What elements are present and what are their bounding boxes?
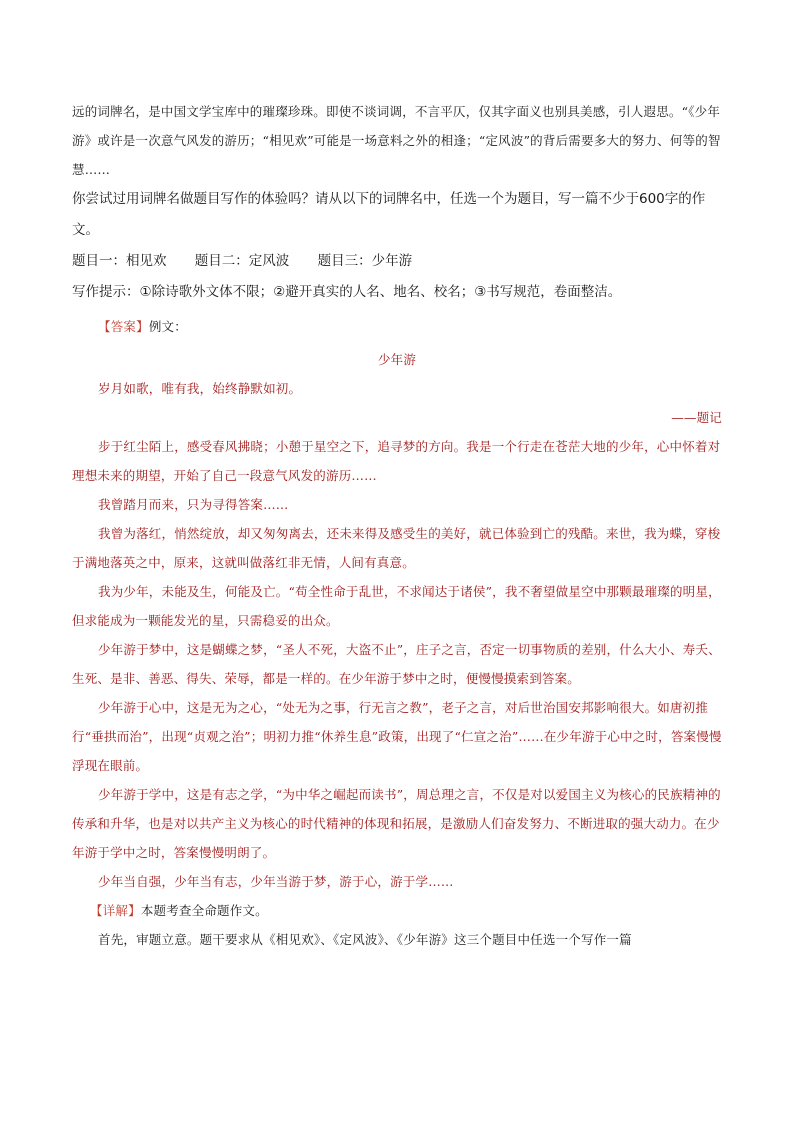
topic-1: 题目一：相见欢 <box>72 253 167 269</box>
answer-label: 【答案】 <box>98 319 149 334</box>
topic-3: 题目三：少年游 <box>317 253 413 269</box>
analysis-paragraph: 首先，审题立意。题干要求从《相见欢》、《定风波》、《少年游》这三个题目中任选一个写作一篇 <box>98 932 632 947</box>
essay-title: 少年游 <box>377 352 417 367</box>
essay-paragraph: 我曾踏月而来，只为寻得答案…… <box>98 497 289 512</box>
epigraph-note: ——题记 <box>671 410 722 425</box>
essay-paragraph: 少年游于学中，这是有志之学，“为中华之崛起而读书”，周总理之言，不仅是对以爱国主义为核心的民族精神的传承和升华，也是对以共产主义为核心的时代精神的体现和拓展，是激励人们奋发努力、不断进取的强大动力。在少年游于学中之时，答案慢慢明朗了。 <box>72 787 721 860</box>
essay-paragraph: 少年游于梦中，这是蝴蝶之梦，“圣人不死，大盗不止”，庄子之言，否定一切事物质的差别，什么大小、寿夭、生死、是非、善恶、得失、荣辱，都是一样的。在少年游于梦中之时，便慢慢摸索到答案。 <box>72 642 721 686</box>
intro-paragraph: 远的词牌名，是中国文学宝库中的璀璨珍珠。即使不谈词调，不言平仄，仅其字面义也别具美感，引人遐思。“《少年游》或许是一次意气风发的游历；“相见欢”可能是一场意料之外的相逢；“定风波”的背后需要多大的努力、何等的智慧…… <box>72 104 721 177</box>
essay-paragraph: 步于红尘陌上，感受春风拂晓；小憩于星空之下，追寻梦的方向。我是一个行走在苍茫大地的少年，心中怀着对理想未来的期望，开始了自己一段意气风发的游历…… <box>72 439 721 483</box>
detail-line <box>72 896 722 925</box>
answer-prefix: 例文： <box>148 319 187 334</box>
answer-line <box>72 312 722 341</box>
epigraph: 岁月如歌，唯有我，始终静默如初。 <box>98 381 302 396</box>
essay-paragraph: 少年当自强，少年当有志，少年当游于梦，游于心，游于学…… <box>98 874 454 889</box>
essay-paragraph: 我曾为落红，悄然绽放，却又匆匆离去，还未来得及感受生的美好，就已体验到亡的残酷。来世，我为蝶，穿梭于满地落英之中，原来，这就叫做落红非无情，人间有真意。 <box>72 526 721 570</box>
essay-paragraph: 我为少年，未能及生，何能及亡。“苟全性命于乱世，不求闻达于诸侯”，我不奢望做星空中那颗最璀璨的明星，但求能成为一颗能发光的星，只需稳妥的出众。 <box>72 584 721 628</box>
topics-line <box>72 246 722 277</box>
writing-tips: 写作提示：①除诗歌外文体不限；②避开真实的人名、地名、校名；③书写规范，卷面整洁。 <box>72 284 622 300</box>
question-text: 你尝试过用词牌名做题目写作的体验吗？请从以下的词牌名中，任选一个为题目，写一篇不少于600字的作文。 <box>72 191 706 238</box>
topic-2: 题目二：定风波 <box>194 253 290 269</box>
essay-paragraph: 少年游于心中，这是无为之心，“处无为之事，行无言之教”，老子之言，对后世治国安邦影响很大。如唐初推行“垂拱而治”，出现“贞观之治”；明初力推“休养生息”政策，出现了“仁宣之治”……在少年游于心中之时，答案慢慢浮现在眼前。 <box>72 700 722 773</box>
detail-label: 【详解】 <box>90 903 141 918</box>
detail-text: 本题考查全命题作文。 <box>140 903 268 918</box>
